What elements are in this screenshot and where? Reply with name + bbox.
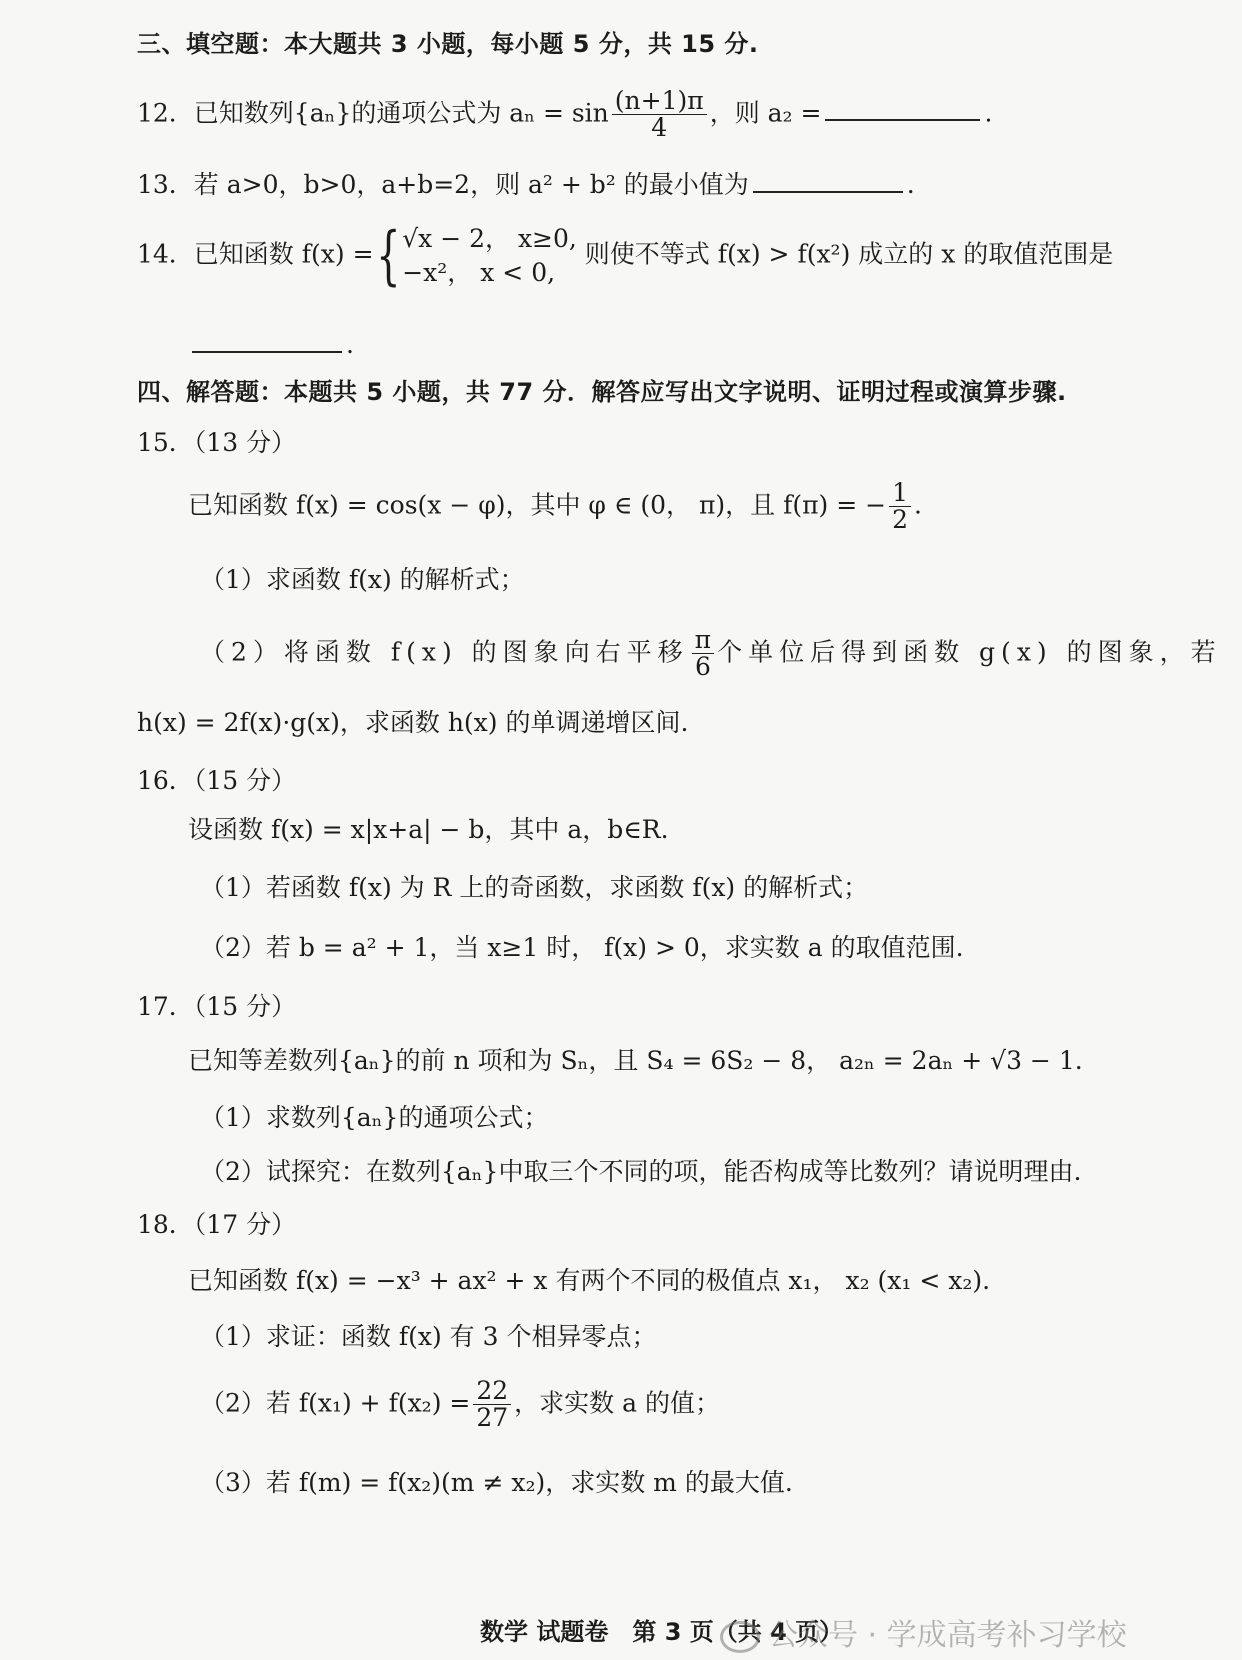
q14-answer-blank[interactable] [192,347,342,353]
q15-p2-frac-num: π [692,627,714,654]
q15-frac-den: 2 [892,505,908,535]
q18-part-2-post: ，求实数 a 的值； [514,1388,720,1418]
q17-part-1: （1）求数列{aₙ}的通项公式； [200,1103,549,1132]
q18-frac-num: 22 [473,1378,511,1405]
q16-heading: 16．（15 分） [137,766,297,795]
q12-frac-den: 4 [651,113,668,143]
q14-text-post: 则使不等式 f(x) > f(x²) 成立的 x 的取值范围是 [576,239,1114,269]
q15-heading: 15．（13 分） [137,428,297,457]
q15-part-1: （1）求函数 f(x) 的解析式； [200,565,525,594]
q15-stem-end: . [913,490,922,520]
q18-part-2 [200,1378,720,1432]
q17-part-2: （2）试探究：在数列{aₙ}中取三个不同的项，能否构成等比数列？请说明理由. [200,1157,1082,1186]
q18-part-3: （3）若 f(m) = f(x₂)(m ≠ x₂)，求实数 m 的最大值. [200,1468,793,1497]
q13-answer-blank[interactable] [753,187,903,193]
q15-p2-frac-den: 6 [694,652,711,682]
question-13 [137,170,915,200]
q15-p2-fraction [692,627,714,681]
page-footer: 数学 试题卷 第 3 页（共 4 页） [480,1618,844,1646]
q18-fraction [473,1378,511,1432]
wechat-icon [720,1621,760,1653]
section4-heading: 四、解答题：本题共 5 小题，共 77 分．解答应写出文字说明、证明过程或演算步骤. [137,378,1067,406]
q16-part-1: （1）若函数 f(x) 为 R 上的奇函数，求函数 f(x) 的解析式； [200,873,869,902]
q12-text-post: ，则 a₂ = [709,98,822,128]
q18-part-1: （1）求证：函数 f(x) 有 3 个相异零点； [200,1322,657,1351]
q15-part-2-cont: h(x) = 2f(x)·g(x)，求函数 h(x) 的单调递增区间. [137,708,689,737]
q14-blank-line [188,330,354,360]
q16-part-2: （2）若 b = a² + 1，当 x≥1 时， f(x) > 0，求实数 a 的取值范围. [200,933,964,962]
q17-heading: 17．（15 分） [137,992,297,1021]
q13-text: 13．若 a>0，b>0，a+b=2，则 a² + b² 的最小值为 [137,170,749,199]
q15-frac-num: 1 [889,480,911,507]
q14-text: 14．已知函数 f(x) = [137,239,374,269]
q14-cases [402,222,577,290]
q13-end: . [906,170,915,199]
q15-part-2-text: （2）将函数 f(x) 的图象向右平移 [200,637,689,667]
section3-heading: 三、填空题：本大题共 3 小题，每小题 5 分，共 15 分. [137,30,759,58]
q15-part-2 [200,627,1222,681]
q12-frac-num: (n+1)π [612,88,707,115]
q18-stem: 已知函数 f(x) = −x³ + ax² + x 有两个不同的极值点 x₁， x₂ (x₁ < x₂). [188,1266,991,1295]
question-14 [137,218,1114,293]
watermark-text: 公众号 · 学成高考补习学校 [768,1618,1127,1653]
q16-stem: 设函数 f(x) = x|x+a| − b，其中 a，b∈R. [188,815,669,844]
q18-part-2-text: （2）若 f(x₁) + f(x₂) = [200,1388,471,1418]
q12-answer-blank[interactable] [825,115,980,121]
q12-end: . [984,98,993,128]
q12-fraction [612,88,707,142]
q17-stem: 已知等差数列{aₙ}的前 n 项和为 Sₙ，且 S₄ = 6S₂ − 8， a₂ₙ = 2aₙ + √3 − 1. [188,1046,1083,1075]
q14-case-1: √x − 2， x≥0, [402,224,577,253]
q14-end: . [346,330,354,359]
question-12 [137,88,992,142]
watermark [720,1610,1127,1654]
q18-heading: 18．（17 分） [137,1210,297,1239]
q15-stem-text: 已知函数 f(x) = cos(x − φ)，其中 φ ∈ (0， π)，且 f(π) = − [188,490,887,520]
q14-case-2: −x²， x < 0, [402,257,556,287]
q15-fraction [889,480,911,534]
q15-stem [188,480,922,534]
q15-part-2-post: 个单位后得到函数 g(x) 的图象，若 [717,637,1222,667]
q12-text: 12．已知数列{aₙ}的通项公式为 aₙ = sin [137,98,609,128]
left-brace: { [375,218,401,293]
q18-frac-den: 27 [476,1403,509,1433]
